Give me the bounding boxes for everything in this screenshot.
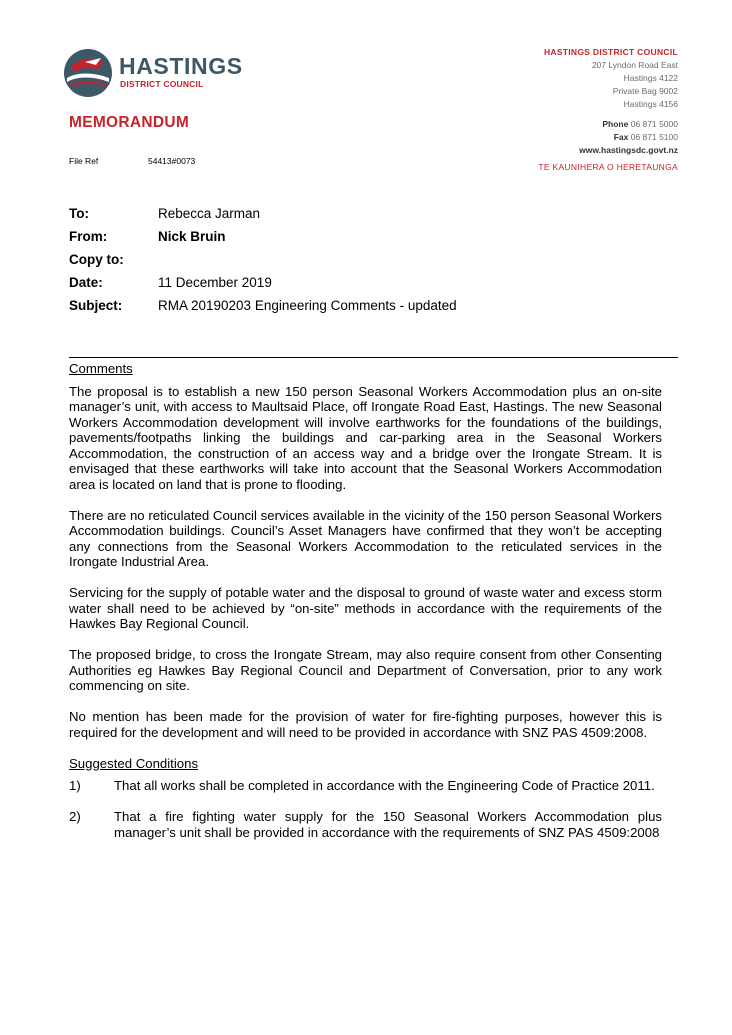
file-ref-label: File Ref (69, 156, 99, 166)
phone-label: Phone (602, 119, 629, 129)
condition-number: 2) (69, 809, 81, 824)
memo-body (69, 361, 662, 856)
paragraph: There are no reticulated Council services available in the vicinity of the 150 person Seasonal Workers Accommodation buildings. Council’s Asset Managers have confirmed that they won’t be accepting any connections from the Seasonal Workers Accommodation to the reticulated services in the Irongate Industrial Area. (69, 507, 662, 569)
from-label: From: (69, 229, 108, 244)
to-value: Rebecca Jarman (158, 206, 261, 221)
copy-to-label: Copy to: (69, 252, 124, 267)
date-value: 11 December 2019 (158, 275, 272, 290)
condition-text: That a fire fighting water supply for the 150 Seasonal Workers Accommodation plus manager’s unit shall be provided in accordance with the requirements of SNZ PAS 4509:2008 (114, 809, 662, 840)
to-label: To: (69, 206, 89, 221)
fax-label: Fax (613, 132, 629, 142)
hastings-logo-icon (63, 48, 113, 98)
paragraph: Servicing for the supply of potable water and the disposal to ground of waste water and excess storm water shall need to be achieved by “on-site” methods in accordance with the requirements of the Hawkes Bay Regional Council. (69, 585, 662, 631)
file-ref-value: 54413#0073 (148, 156, 196, 166)
memo-title: MEMORANDUM (69, 114, 190, 131)
paragraph: No mention has been made for the provision of water for fire-fighting purposes, however this is required for the development and will need to be provided in accordance with SNZ PAS 4509:2008. (69, 709, 662, 740)
subject-value: RMA 20190203 Engineering Comments - updated (158, 298, 457, 313)
logo-subtitle: DISTRICT COUNCIL (120, 79, 204, 89)
logo-wordmark: HASTINGS (119, 53, 243, 79)
divider (69, 357, 678, 358)
fax-number: 06 871 5100 (630, 132, 678, 142)
paragraph: The proposed bridge, to cross the Irongate Stream, may also require consent from other Consenting Authorities eg Hawkes Bay Regional Council and Department of Conversation, prior to any work commencing on site. (69, 647, 662, 693)
paragraph: The proposal is to establish a new 150 person Seasonal Workers Accommodation plus an on-site manager’s unit, with access to Maultsaid Place, off Irongate Road East, Hastings. The new Seasonal Workers Accommodation development will involve earthworks for the foundations of the buildings, pavements/footpaths linking the buildings and car-parking area in the Seasonal Workers Accommodation, the construction of an access way and a bridge over the Irongate Stream. It is envisaged that these earthworks will take into account that the Seasonal Workers Accommodation area is located on land that is prone to flooding. (69, 383, 662, 492)
condition-item (69, 778, 662, 794)
address-line: 207 Lyndon Road East (591, 60, 678, 70)
address-line: Hastings 4156 (623, 99, 678, 109)
phone-line (538, 118, 678, 131)
condition-item (69, 809, 662, 840)
maori-council-name: TE KAUNIHERA O HERETAUNGA (538, 162, 678, 172)
subject-label: Subject: (69, 298, 123, 313)
council-address-block (538, 46, 678, 174)
condition-text: That all works shall be completed in accordance with the Engineering Code of Practice 2011. (114, 778, 655, 793)
conditions-heading: Suggested Conditions (69, 755, 199, 771)
address-line: Hastings 4122 (623, 73, 678, 83)
phone-number: 06 871 5000 (630, 119, 678, 129)
condition-number: 1) (69, 778, 81, 793)
address-line: Private Bag 9002 (612, 86, 678, 96)
fax-line (538, 131, 678, 144)
from-value: Nick Bruin (158, 229, 226, 244)
council-name: HASTINGS DISTRICT COUNCIL (543, 47, 678, 57)
comments-heading: Comments (69, 361, 133, 376)
website-link[interactable]: www.hastingsdc.govt.nz (579, 145, 678, 155)
date-label: Date: (69, 275, 103, 290)
